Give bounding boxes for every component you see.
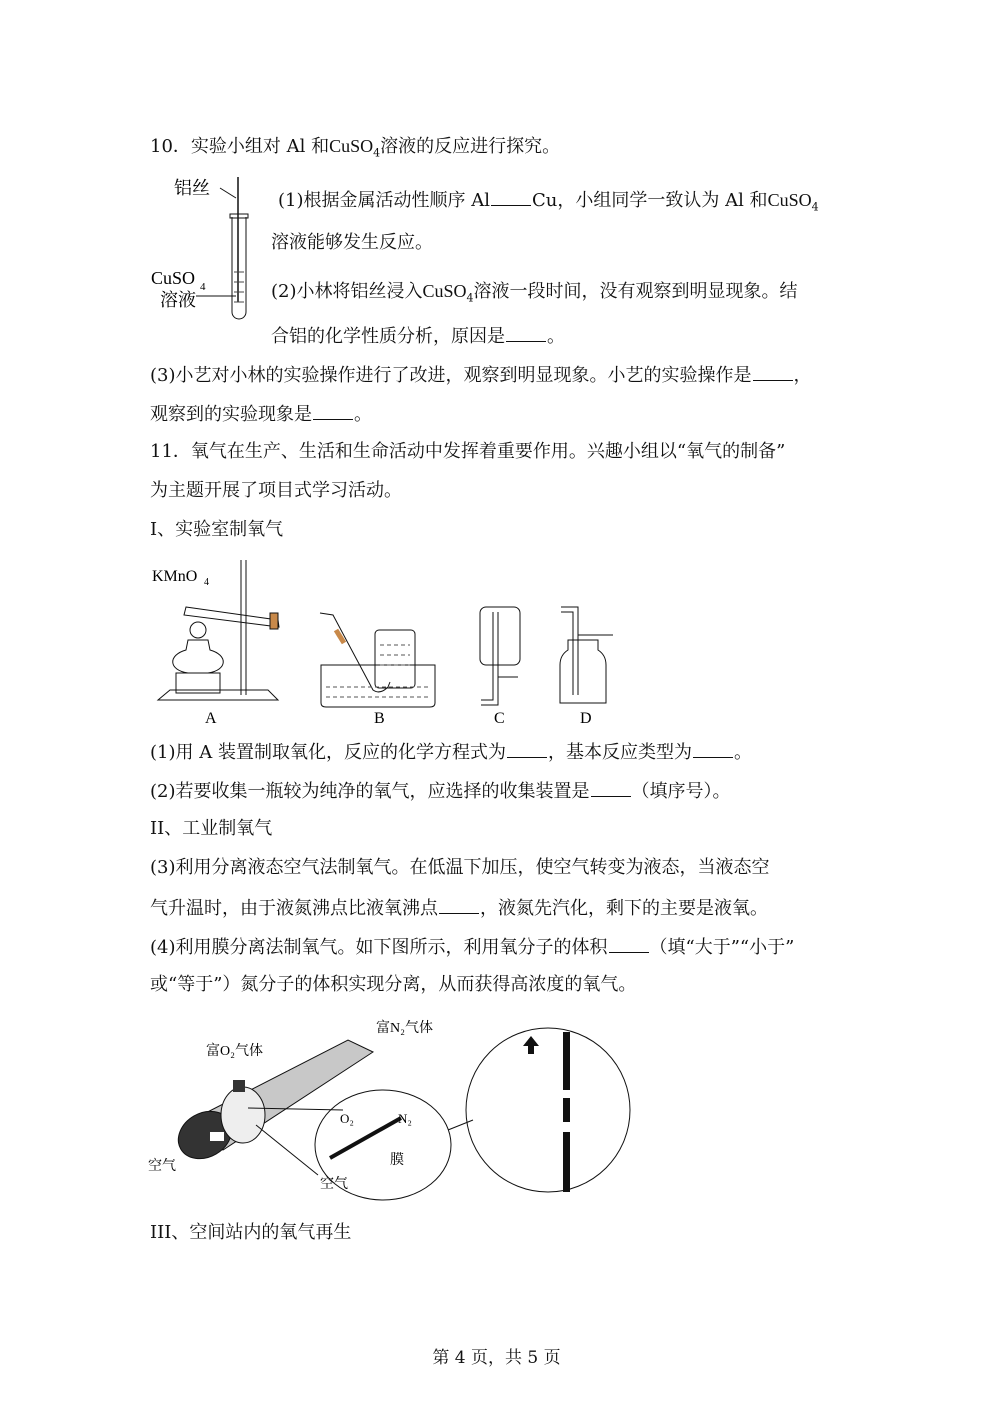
svg-text:4: 4	[204, 577, 209, 588]
svg-text:空气: 空气	[320, 1177, 348, 1192]
answer-blank[interactable]	[753, 362, 793, 381]
section-2-heading: II、工业制氧气	[150, 818, 273, 839]
q10-part3: (3)小艺对小林的实验操作进行了改进，观察到明显现象。小艺的实验操作是 ，	[150, 362, 812, 388]
q11-part2: (2)若要收集一瓶较为纯净的氧气，应选择的收集装置是 （填序号）。	[150, 778, 731, 804]
answer-blank[interactable]	[491, 187, 531, 206]
q10-part2-cont: 合铝的化学性质分析，原因是 。	[271, 323, 565, 349]
svg-text:N₂: N₂	[398, 1111, 412, 1126]
label-b: B	[374, 710, 385, 727]
svg-text:KMnO: KMnO	[152, 568, 198, 585]
q10-stem: 10．实验小组对 Al 和CuSO$_4$溶液的反应进行探究。	[150, 136, 561, 160]
answer-blank[interactable]	[506, 323, 546, 342]
section-3-heading: III、空间站内的氧气再生	[150, 1222, 352, 1243]
answer-blank[interactable]	[591, 778, 631, 797]
apparatus-b	[320, 613, 435, 707]
apparatus-c	[480, 607, 520, 705]
q11-part3: (3)利用分离液态空气法制氧气。在低温下加压，使空气转变为液态，当液态空	[150, 857, 770, 878]
apparatus-d	[560, 607, 613, 703]
q11-part4: (4)利用膜分离法制氧气。如下图所示，利用氧分子的体积 （填“大于”“小于”	[150, 934, 794, 960]
q10-part1-cont: 溶液能够发生反应。	[271, 232, 433, 253]
q11-part4-cont: 或“等于”）氮分子的体积实现分离，从而获得高浓度的氧气。	[150, 974, 637, 995]
answer-blank[interactable]	[507, 739, 547, 758]
svg-text:富O₂气体: 富O₂气体	[206, 1044, 263, 1059]
q10-part1: (1)根据金属活动性顺序 Al Cu，小组同学一致认为 Al 和CuSO$_4$	[278, 187, 819, 220]
apparatus-figure	[148, 555, 628, 735]
wire-label: 铝丝	[174, 178, 210, 198]
label-d: D	[580, 710, 592, 727]
label-c: C	[494, 710, 505, 727]
svg-text:溶液: 溶液	[160, 290, 196, 310]
answer-blank[interactable]	[439, 895, 479, 914]
q11-part3-cont: 气升温时，由于液氮沸点比液氧沸点 ，液氮先汽化，剩下的主要是液氧。	[150, 895, 768, 921]
q10-part3-cont: 观察到的实验现象是 。	[150, 401, 372, 427]
answer-blank[interactable]	[313, 401, 353, 420]
section-1-heading: I、实验室制氧气	[150, 519, 284, 540]
solution-label: CuSO	[151, 268, 196, 288]
answer-blank[interactable]	[693, 739, 733, 758]
test-tube-figure	[148, 172, 258, 332]
label-a: A	[205, 710, 217, 727]
q10-part2: (2)小林将铝丝浸入CuSO$_4$溶液一段时间，没有观察到明显现象。结	[271, 281, 798, 305]
membrane-separation-figure	[148, 1010, 648, 1205]
q11-stem: 11．氧气在生产、生活和生命活动中发挥着重要作用。兴趣小组以“氧气的制备”	[150, 441, 786, 462]
answer-blank[interactable]	[609, 934, 649, 953]
svg-text:O₂: O₂	[340, 1111, 354, 1126]
svg-text:4: 4	[200, 281, 206, 293]
q11-part1: (1)用 A 装置制取氧化，反应的化学方程式为 ，基本反应类型为 。	[150, 739, 752, 765]
page-footer: 第 4 页，共 5 页	[432, 1348, 561, 1368]
svg-text:膜: 膜	[390, 1153, 404, 1168]
svg-text:空气: 空气	[148, 1159, 176, 1174]
q11-stem-cont: 为主题开展了项目式学习活动。	[150, 480, 402, 501]
svg-text:富N₂气体: 富N₂气体	[376, 1021, 433, 1036]
